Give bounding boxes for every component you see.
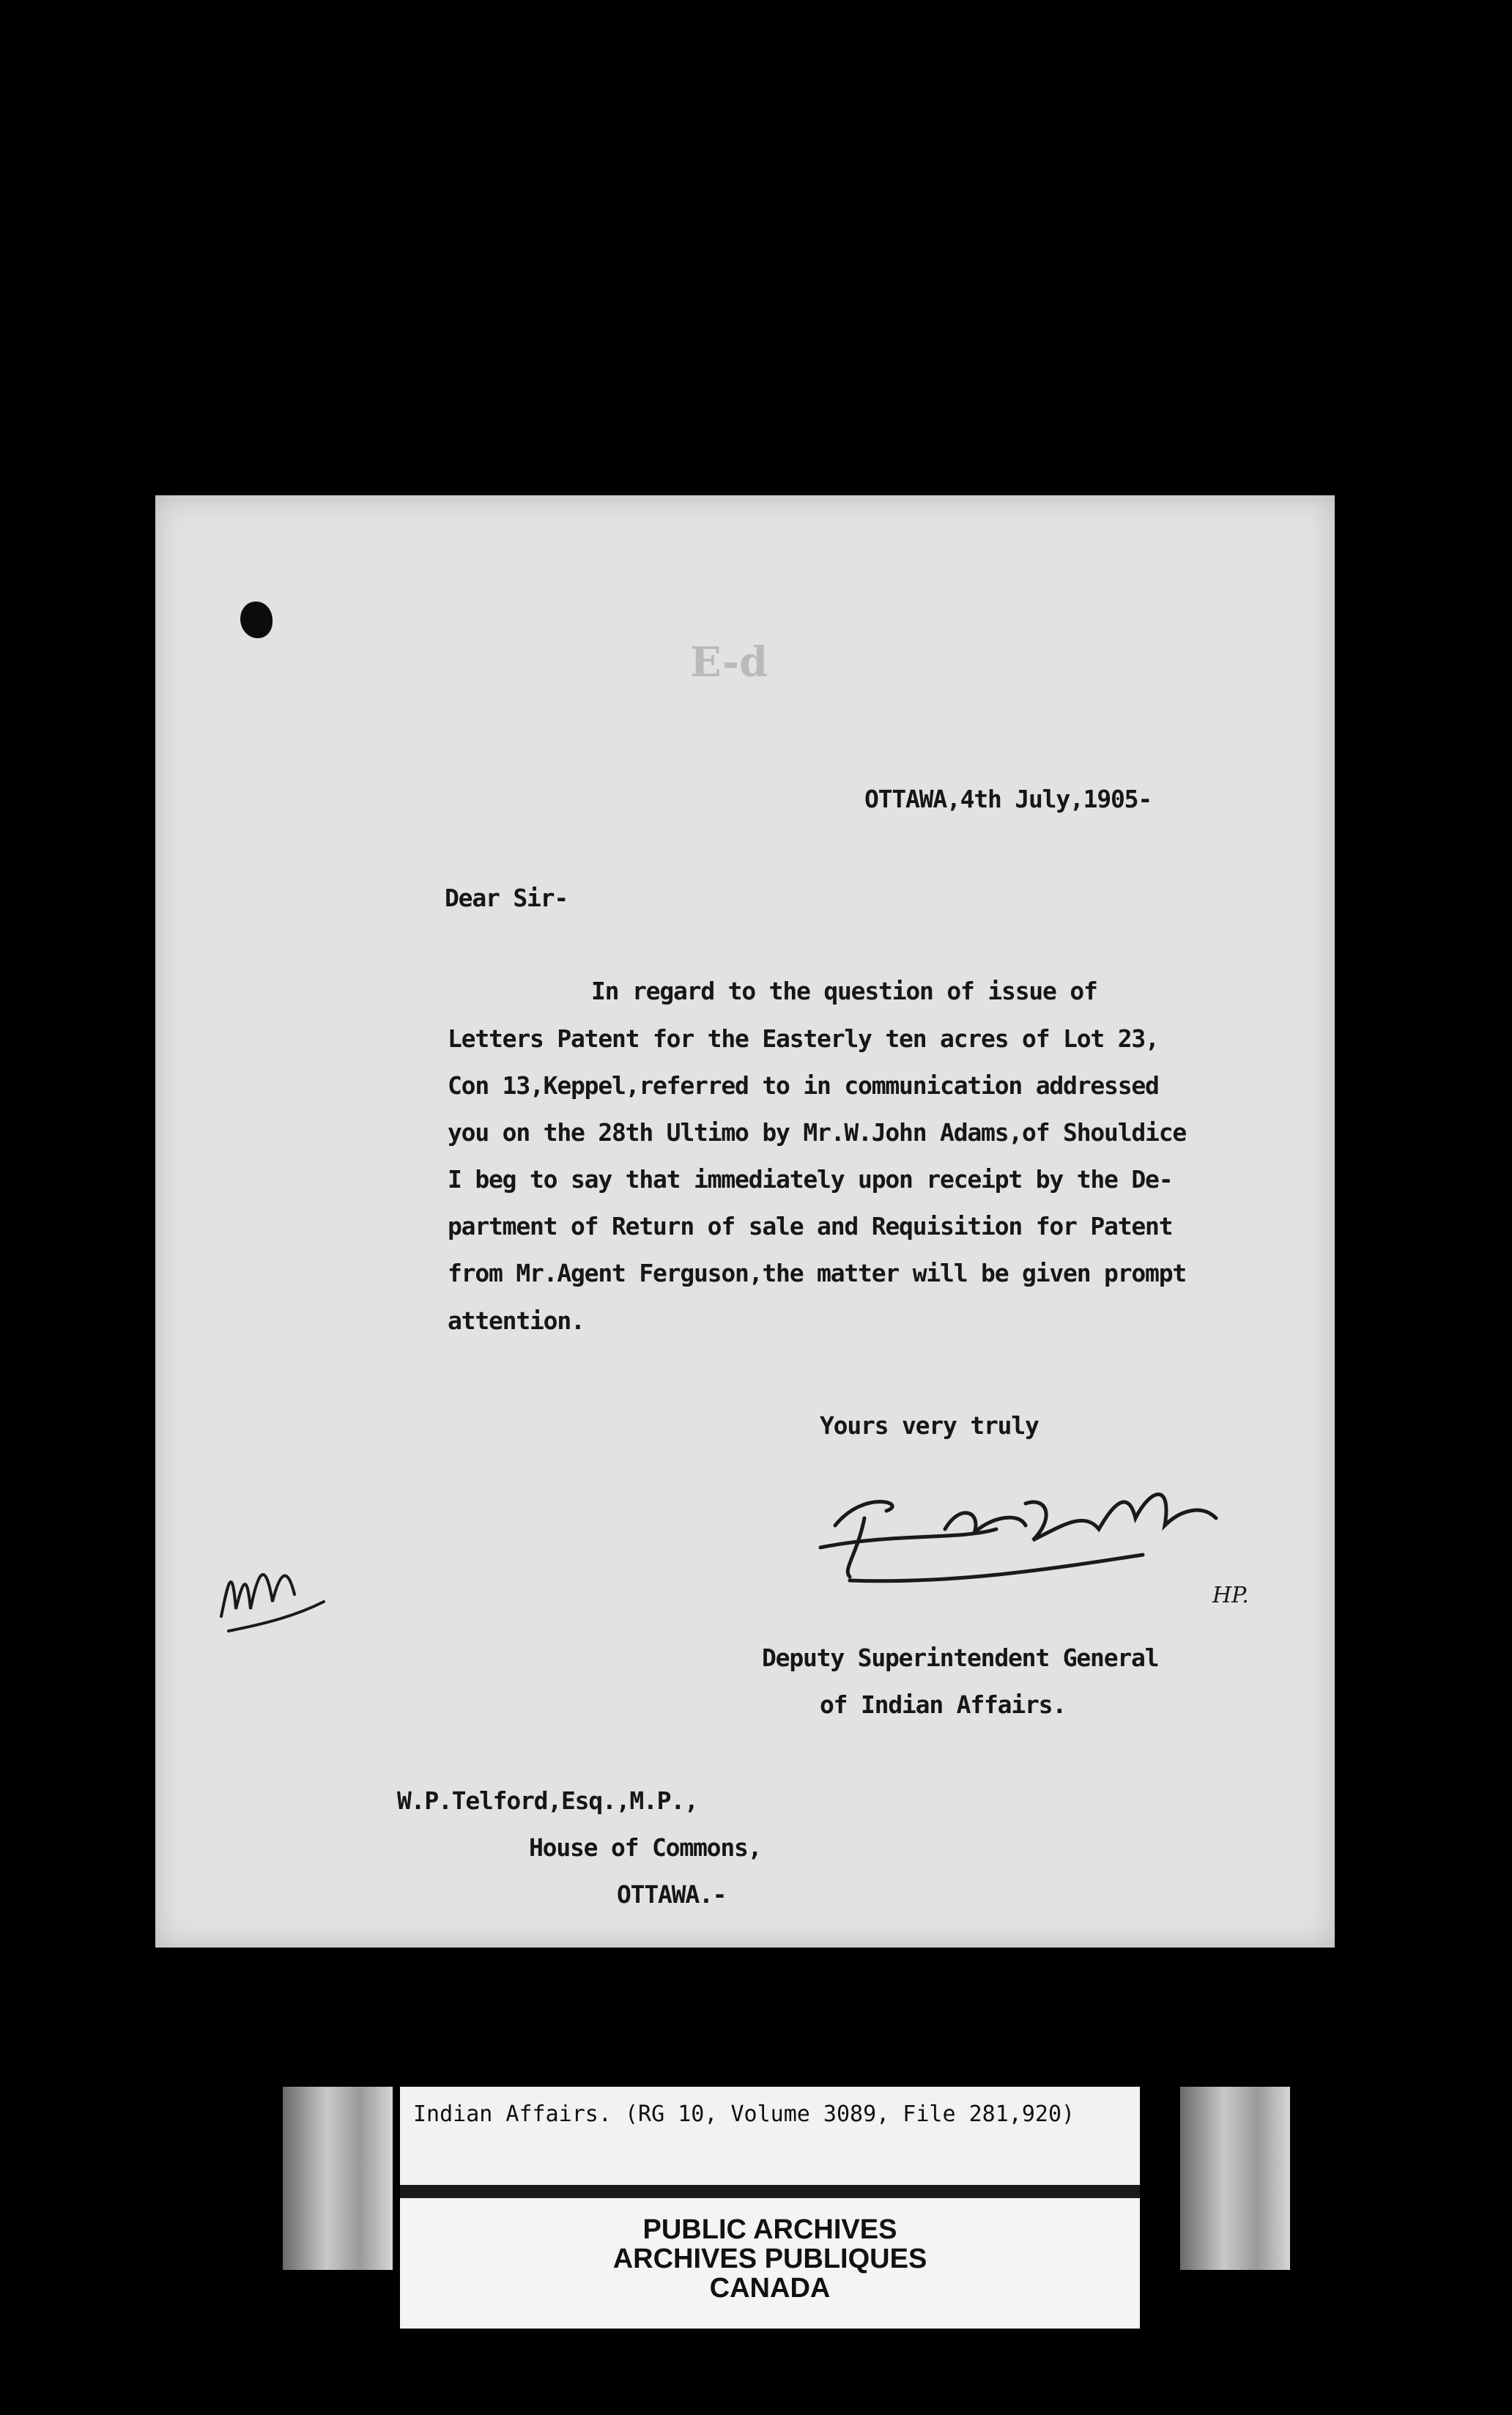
signer-title-1: Deputy Superintendent General bbox=[762, 1643, 1159, 1672]
body-line: In regard to the question of issue of bbox=[591, 977, 1097, 1005]
body-line: partment of Return of sale and Requisition for Patent bbox=[448, 1212, 1173, 1240]
archive-line: ARCHIVES PUBLIQUES bbox=[612, 2244, 927, 2274]
signature bbox=[806, 1460, 1260, 1606]
archive-label bbox=[400, 2087, 1140, 2329]
marginal-initials bbox=[207, 1521, 338, 1653]
signature-initials: HP. bbox=[1212, 1583, 1249, 1606]
date-line: OTTAWA,4th July,1905- bbox=[864, 785, 1152, 813]
ink-blot-mark bbox=[240, 602, 273, 638]
faint-stamp: E-d bbox=[690, 638, 768, 687]
archive-stamp bbox=[400, 2198, 1140, 2329]
body-line: Con 13,Keppel,referred to in communication addressed bbox=[448, 1071, 1159, 1100]
addressee-line: House of Commons, bbox=[529, 1833, 762, 1862]
body-line: I beg to say that immediately upon receipt by the De- bbox=[448, 1165, 1173, 1194]
addressee-line: OTTAWA.- bbox=[617, 1880, 727, 1909]
salutation: Dear Sir- bbox=[445, 884, 568, 912]
body-line: attention. bbox=[448, 1306, 585, 1335]
archive-reference: Indian Affairs. (RG 10, Volume 3089, File 281,920) bbox=[413, 2101, 1075, 2127]
closing: Yours very truly bbox=[820, 1411, 1039, 1440]
body-line: you on the 28th Ultimo by Mr.W.John Adams,of Shouldice bbox=[448, 1118, 1187, 1147]
body-line: from Mr.Agent Ferguson,the matter will be given prompt bbox=[448, 1259, 1187, 1287]
signer-title-2: of Indian Affairs. bbox=[820, 1690, 1067, 1719]
label-divider bbox=[400, 2185, 1140, 2198]
archive-line: PUBLIC ARCHIVES bbox=[642, 2214, 897, 2245]
label-shadow-left bbox=[283, 2087, 393, 2270]
letter-page bbox=[155, 495, 1335, 1948]
label-shadow-right bbox=[1180, 2087, 1290, 2270]
archive-label-area bbox=[283, 2087, 1294, 2329]
body-line: Letters Patent for the Easterly ten acres of Lot 23, bbox=[448, 1024, 1159, 1053]
archive-line: CANADA bbox=[709, 2273, 831, 2304]
addressee-line: W.P.Telford,Esq.,M.P., bbox=[397, 1786, 698, 1815]
